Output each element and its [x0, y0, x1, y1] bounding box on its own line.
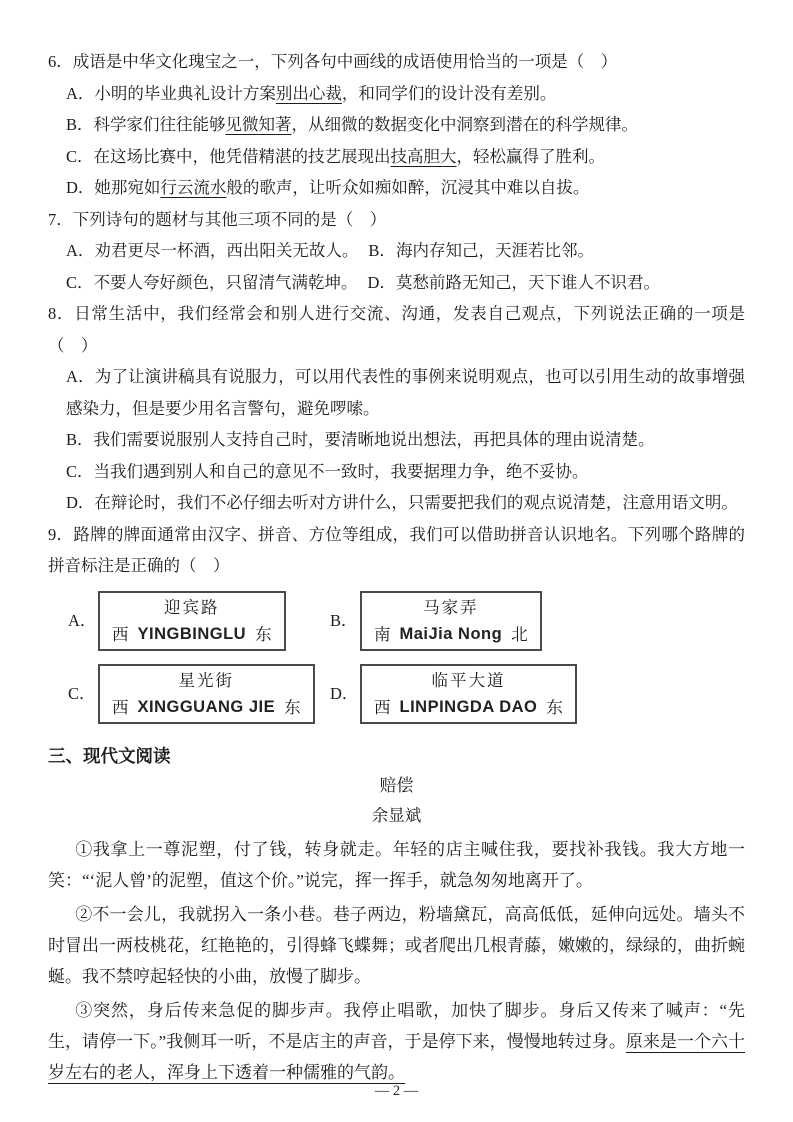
option-label: C． — [66, 272, 94, 292]
question-8-option-d — [66, 487, 745, 519]
question-7-option-c — [66, 273, 358, 292]
question-9-stem — [48, 519, 745, 582]
direction-left: 南 — [374, 624, 391, 644]
question-6-option-d — [66, 172, 745, 204]
option-label: D． — [330, 683, 359, 703]
direction-right: 东 — [546, 697, 563, 717]
street-pinyin: MaiJia Nong — [399, 624, 503, 643]
option-text: ，轻松赢得了胜利。 — [456, 146, 606, 166]
road-sign-grid — [68, 591, 588, 724]
option-label: A． — [68, 610, 97, 630]
road-sign-option-b — [330, 591, 588, 651]
question-7-options-row-2 — [66, 267, 745, 299]
reading-paragraph-3 — [48, 995, 745, 1088]
reading-author: 余显斌 — [371, 805, 422, 825]
question-7-text: 下列诗句的题材与其他三项不同的是（ ） — [72, 209, 387, 229]
direction-line — [112, 694, 301, 721]
road-sign-box-b — [360, 591, 542, 651]
option-label: B． — [66, 430, 94, 449]
option-label: C． — [66, 146, 94, 166]
question-6 — [48, 46, 745, 204]
reading-title: 赔偿 — [379, 775, 414, 795]
question-9 — [48, 519, 745, 724]
question-7-option-d — [368, 273, 660, 292]
direction-left: 西 — [112, 697, 129, 717]
street-pinyin: XINGGUANG JIE — [137, 697, 276, 716]
question-7-stem — [48, 204, 745, 236]
direction-line — [374, 621, 528, 648]
question-6-number: 6． — [48, 52, 73, 71]
option-label: D． — [66, 493, 95, 512]
option-label: D． — [66, 178, 95, 197]
question-9-number: 9． — [48, 524, 74, 544]
question-7 — [48, 204, 745, 299]
option-label: B． — [330, 610, 358, 630]
option-label: B． — [66, 115, 94, 134]
direction-line — [374, 694, 563, 721]
reading-paragraph-1: ①我拿上一尊泥塑，付了钱，转身就走。年轻的店主喊住我，要找补我钱。我大方地一笑：“‘泥人曾’的泥塑，值这个价。”说完，挥一挥手，就急匆匆地离开了。 — [48, 839, 745, 890]
option-text: 小明的毕业典礼设计方案 — [94, 83, 276, 103]
underlined-idiom: 行云流水 — [160, 178, 227, 197]
question-6-text: 成语是中华文化瑰宝之一，下列各句中画线的成语使用恰当的一项是（ ） — [72, 52, 618, 71]
option-text: 为了让演讲稿具有说服力，可以用代表性的事例来说明观点，也可以引用生动的故事增强感染力，但是要少用名言警句，避免啰嗦。 — [66, 367, 746, 418]
option-text: 海内存知己，天涯若比邻。 — [395, 241, 594, 260]
option-label: A． — [66, 83, 95, 103]
street-name: 星光街 — [178, 670, 235, 690]
option-label: D． — [367, 272, 396, 292]
question-8 — [48, 298, 745, 519]
option-label: A． — [66, 367, 95, 386]
question-9-text: 路牌的牌面通常由汉字、拼音、方位等组成，我们可以借助拼音认识地名。下列哪个路牌的拼音标注是正确的（ ） — [48, 524, 746, 575]
question-6-option-b — [66, 109, 745, 141]
option-text: ，从细微的数据变化中洞察到潜在的科学规律。 — [291, 115, 639, 134]
question-8-stem — [48, 298, 745, 361]
question-8-option-b — [66, 424, 745, 456]
question-7-number: 7． — [48, 209, 73, 229]
road-sign-option-a — [68, 591, 330, 651]
option-text: 当我们遇到别人和自己的意见不一致时，我要据理力争，绝不妥协。 — [93, 461, 589, 481]
street-pinyin: LINPINGDA DAO — [399, 697, 538, 716]
question-7-option-b — [368, 241, 594, 260]
question-8-text: 日常生活中，我们经常会和别人进行交流、沟通，发表自己观点，下列说法正确的一项是（ ） — [48, 304, 745, 355]
option-text: ，和同学们的设计没有差别。 — [341, 83, 557, 103]
direction-left: 西 — [112, 624, 129, 644]
question-6-option-c — [66, 141, 745, 173]
page-number: — 2 — — [374, 1083, 419, 1099]
section-heading: 三、现代文阅读 — [48, 745, 171, 766]
option-text: 科学家们往往能够 — [93, 115, 226, 134]
road-sign-box-c — [98, 664, 315, 724]
question-8-option-c — [66, 456, 745, 488]
street-name: 迎宾路 — [164, 597, 220, 617]
option-text: 不要人夸好颜色，只留清气满乾坤。 — [93, 272, 358, 292]
option-text: 在辩论时，我们不必仔细去听对方讲什么，只需要把我们的观点说清楚，注意用语文明。 — [94, 493, 738, 512]
road-sign-box-a — [98, 591, 286, 651]
option-text: 她那宛如 — [94, 178, 161, 197]
underlined-idiom: 技高胆大 — [390, 146, 457, 166]
option-text: 般的歌声，让听众如痴如醉，沉浸其中难以自拔。 — [226, 178, 590, 197]
street-name: 马家弄 — [423, 597, 479, 617]
option-label: C． — [66, 461, 94, 481]
question-6-stem — [48, 46, 745, 78]
underlined-idiom: 见微知著 — [225, 115, 292, 134]
option-text: 我们需要说服别人支持自己时，要清晰地说出想法，再把具体的理由说清楚。 — [93, 430, 655, 449]
direction-right: 东 — [255, 624, 272, 644]
street-name: 临平大道 — [431, 670, 506, 690]
direction-left: 西 — [374, 697, 391, 717]
road-sign-option-d — [330, 664, 588, 724]
paragraph-3-underlined-sentence: 原来是一个六十岁左右的老人，浑身上下透着一种儒雅的气韵。 — [48, 1031, 745, 1082]
question-6-option-a — [66, 78, 745, 110]
question-7-option-a — [66, 241, 358, 260]
option-label: A． — [66, 241, 95, 260]
question-8-option-a — [66, 361, 745, 424]
underlined-idiom: 别出心裁 — [275, 83, 342, 103]
option-text: 莫愁前路无知己，天下谁人不识君。 — [395, 272, 660, 292]
question-8-number: 8． — [48, 304, 75, 323]
direction-line — [112, 621, 272, 648]
reading-paragraph-2: ②不一会儿，我就拐入一条小巷。巷子两边，粉墙黛瓦，高高低低，延伸向远处。墙头不时冒出一两枝桃花，红艳艳的，引得蜂飞蝶舞；或者爬出几根青藤，嫩嫩的，绿绿的，曲折蜿蜒。我不禁哼起轻快的小曲，放慢了脚步。 — [48, 904, 745, 986]
road-sign-box-d — [360, 664, 577, 724]
paragraph-3-text: ③突然，身后传来急促的脚步声。我停止唱歌，加快了脚步。身后又传来了喊声：“先生，请停一下。”我侧耳一听，不是店主的声音，于是停下来，慢慢地转过身。 — [48, 1000, 745, 1051]
direction-right: 北 — [511, 624, 528, 644]
option-label: C． — [68, 683, 96, 703]
option-text: 在这场比赛中，他凭借精湛的技艺展现出 — [93, 146, 391, 166]
street-pinyin: YINGBINGLU — [137, 624, 247, 643]
road-sign-option-c — [68, 664, 330, 724]
option-text: 劝君更尽一杯酒，西出阳关无故人。 — [94, 241, 359, 260]
question-7-options-row-1 — [66, 235, 745, 267]
direction-right: 东 — [284, 697, 301, 717]
option-label: B． — [368, 241, 396, 260]
